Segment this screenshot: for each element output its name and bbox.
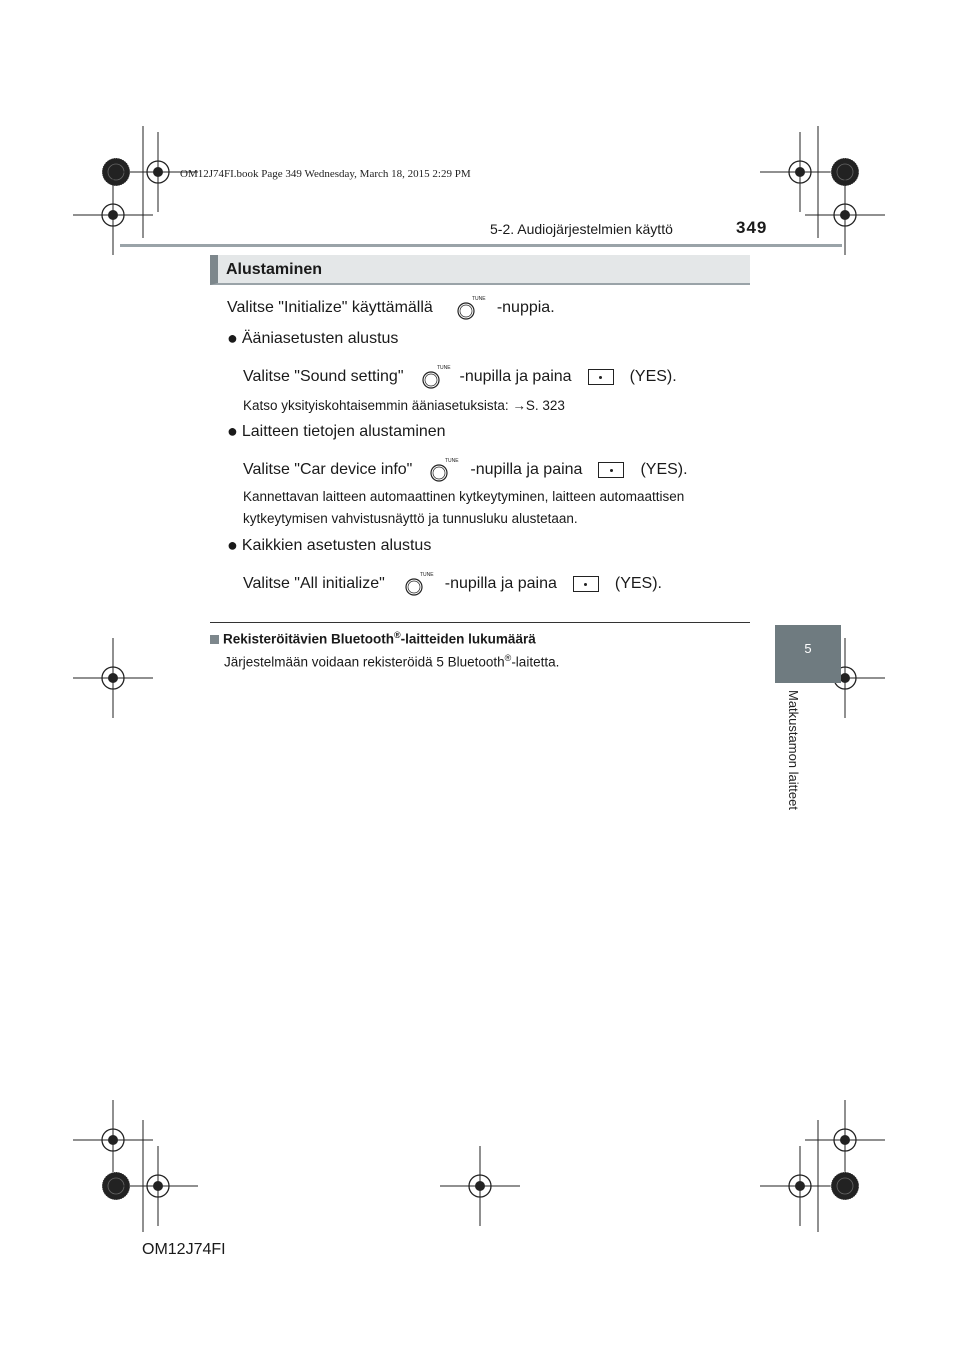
step-text-mid: -nupilla ja paina [444,575,557,592]
section-header [210,255,750,285]
svg-text:TUNE: TUNE [419,572,434,578]
tune-select-knob-icon [403,570,434,598]
step-text-mid: -nupilla ja paina [459,368,572,385]
intro-text-post: -nuppia. [496,299,555,316]
item-step [243,363,677,391]
registered-mark: ® [394,630,401,640]
svg-text:TUNE: TUNE [436,365,451,371]
print-info: OM12J74FI.book Page 349 Wednesday, March 18, 2015 2:29 PM [180,168,471,180]
chapter-tab [775,625,841,683]
intro-instruction [227,294,555,322]
tune-select-knob-icon [455,294,486,322]
step-text-pre: Valitse "Sound setting" [243,368,404,385]
section-title: Alustaminen [226,261,323,278]
note-title-post: -laitteiden lukumäärä [400,631,536,647]
note-body-post: -laitetta. [511,654,560,670]
bullet-icon: ● [227,535,238,555]
note-title-pre: Rekisteröitävien Bluetooth [223,631,395,647]
tune-select-knob-icon [420,363,451,391]
chapter-number: 5 [804,641,812,656]
square-bullet-icon [210,635,219,644]
step-text-post: (YES). [614,575,662,592]
step-text-post: (YES). [629,368,677,385]
item-note [243,486,748,530]
step-text-pre: Valitse "All initialize" [243,575,385,592]
item-step [243,570,662,598]
footer-code: OM12J74FI [142,1241,226,1258]
svg-text:TUNE: TUNE [471,296,486,302]
note-body [224,653,559,670]
note-title [210,630,536,647]
note-body-pre: Järjestelmään voidaan rekisteröidä 5 Bluetooth [224,654,505,670]
item-step [243,456,688,484]
page-number: 349 [736,218,768,237]
header-section-title: 5-2. Audiojärjestelmien käyttö [490,221,673,237]
enter-button-icon [573,576,599,592]
tune-select-knob-icon [428,456,459,484]
header-rule [120,244,842,247]
item-note: Katso yksityiskohtaisemmin ääniasetuksista: →S. 323 [243,398,565,413]
item-note-line: Kannettavan laitteen automaattinen kytkeytyminen, laitteen automaattisen [243,489,685,504]
svg-text:TUNE: TUNE [445,458,459,464]
enter-button-icon [598,462,624,478]
item-heading-text: Laitteen tietojen alustaminen [241,422,446,440]
item-heading [227,328,398,349]
item-heading [227,421,446,442]
intro-text-pre: Valitse "Initialize" käyttämällä [227,299,433,316]
item-heading-text: Ääniasetusten alustus [241,329,399,347]
enter-button-icon [588,369,614,385]
registered-mark: ® [504,653,512,663]
step-text-pre: Valitse "Car device info" [243,461,413,478]
item-note-line: kytkeytymisen vahvistusnäyttö ja tunnusluku alustetaan. [243,511,578,526]
step-text-mid: -nupilla ja paina [470,461,583,478]
bullet-icon: ● [227,328,238,348]
chapter-title: Matkustamon laitteet [786,690,801,810]
item-heading [227,535,431,556]
section-divider [210,622,750,623]
item-heading-text: Kaikkien asetusten alustus [241,536,432,554]
bullet-icon: ● [227,421,238,441]
step-text-post: (YES). [640,461,688,478]
